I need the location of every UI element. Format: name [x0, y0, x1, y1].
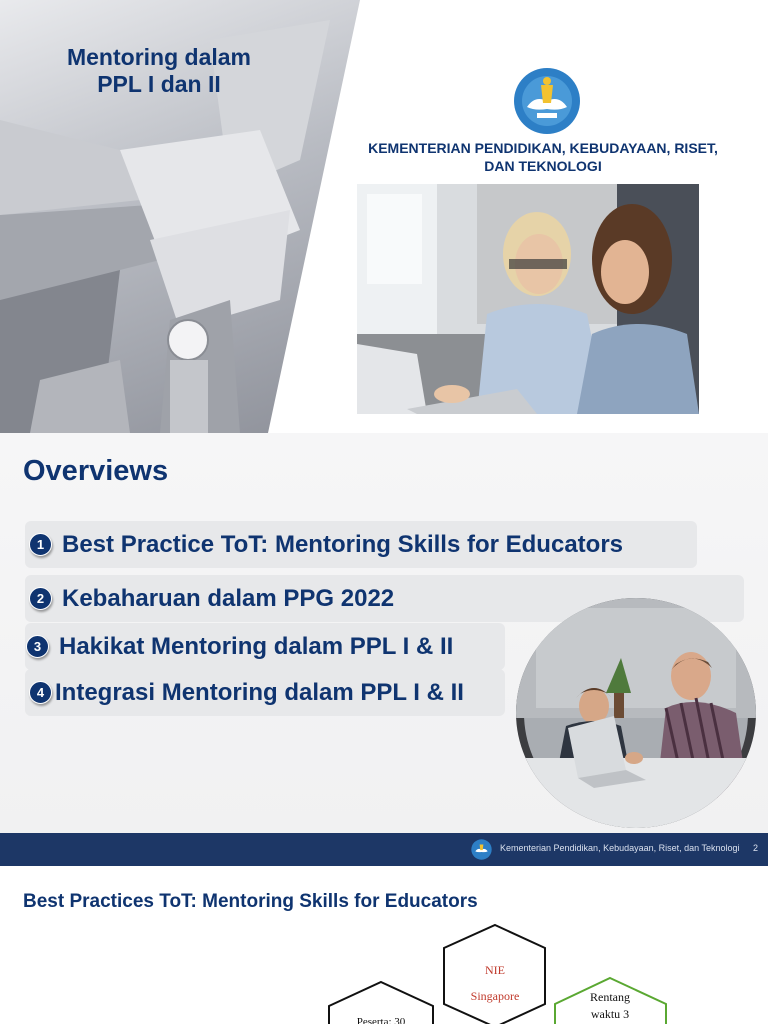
hexagon-nie-line-1: NIE — [485, 963, 505, 977]
hexagon-nie-line-2: Singapore — [470, 989, 520, 1003]
two-men-at-laptop-photo — [516, 598, 756, 828]
title-line-2: PPL I dan II — [97, 71, 221, 97]
two-women-at-laptop-photo — [357, 184, 699, 414]
overview-item-label: Integrasi Mentoring dalam PPL I & II — [55, 678, 464, 706]
hexagon-rentang-line-1: Rentang — [590, 990, 630, 1004]
number-badge-1: 1 — [29, 533, 52, 556]
overview-item-label: Best Practice ToT: Mentoring Skills for Educators — [62, 530, 623, 558]
title-line-1: Mentoring dalam — [66, 44, 251, 70]
best-practices-hexagon-diagram — [0, 866, 768, 1024]
ministry-line-1: KEMENTERIAN PENDIDIKAN, KEBUDAYAAN, RISET, — [368, 140, 718, 156]
page-number: 2 — [753, 843, 759, 853]
footer-bar — [0, 833, 768, 866]
overview-item-label: Kebaharuan dalam PPG 2022 — [62, 584, 395, 612]
men-laptop-illustration — [516, 598, 756, 828]
hexagon-peserta-line-1: Peserta: 30 — [356, 1016, 406, 1024]
presentation-title — [20, 44, 298, 98]
overview-heading: Overviews — [23, 455, 169, 487]
footer-ministry-text: Kementerian Pendidikan, Kebudayaan, Riset, dan Teknologi — [500, 843, 740, 853]
number-badge-2: 2 — [29, 587, 52, 610]
title-slide — [0, 0, 768, 433]
hexagon-rentang-line-2: waktu 3 — [590, 1007, 630, 1021]
number-badge-4: 4 — [29, 681, 52, 704]
best-practices-slide — [0, 866, 768, 1024]
overview-slide — [0, 433, 768, 833]
tut-wuri-handayani-logo-icon — [513, 67, 581, 135]
overview-item-1 — [25, 521, 697, 568]
overview-item-3 — [25, 623, 505, 670]
ministry-name — [338, 139, 748, 175]
ministry-line-2: DAN TEKNOLOGI — [484, 158, 602, 174]
overview-item-4 — [25, 669, 505, 716]
overview-item-label: Hakikat Mentoring dalam PPL I & II — [59, 632, 454, 660]
number-badge-3: 3 — [26, 635, 49, 658]
best-practices-heading: Best Practices ToT: Mentoring Skills for Educators — [23, 891, 478, 912]
ministry-logo-icon — [471, 839, 492, 860]
